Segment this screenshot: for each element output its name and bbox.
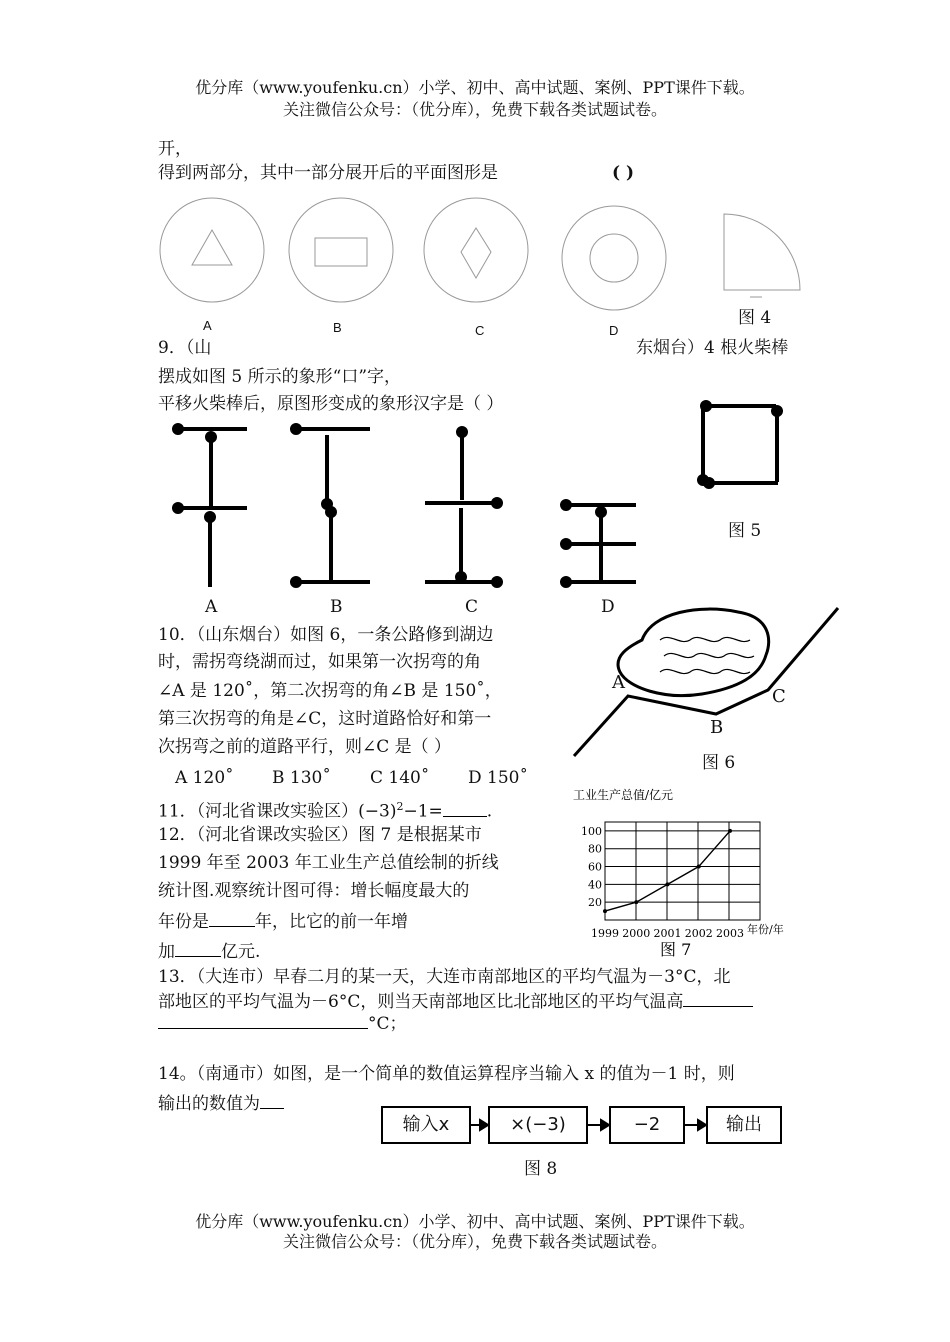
fig6-label-c: C: [772, 686, 786, 707]
q9-line-1-left: 9．（山: [158, 338, 212, 358]
q10-line-5: 次拐弯之前的道路平行，则∠C 是（ ）: [158, 737, 452, 757]
q8-line-2: 得到两部分，其中一部分展开后的平面图形是: [158, 163, 498, 183]
q12-line-3: 统计图.观察统计图可得：增长幅度最大的: [158, 881, 470, 901]
q8-option-a: A: [203, 318, 212, 333]
q12-line-1: 12．（河北省课改实验区）图 7 是根据某市: [158, 825, 482, 845]
q10-line-3: ∠A 是 120˚，第二次拐弯的角∠B 是 150˚，: [158, 681, 502, 701]
q13-line-1: 13．（大连市）早春二月的某一天，大连市南部地区的平均气温为－3°C，北: [158, 967, 731, 987]
chart-x-tick-label: 2003: [716, 927, 744, 940]
chart-x-tick-label: 2000: [622, 927, 651, 940]
q12-line-5-b: 亿元.: [221, 942, 261, 962]
q10-option-d: D 150˚: [468, 768, 528, 788]
fig4-caption: 图 4: [738, 308, 772, 328]
q12-line-4-a: 年份是: [158, 912, 209, 932]
q9-line-2: 摆成如图 5 所示的象形“口”字，: [158, 367, 402, 387]
q9-option-a: A: [205, 597, 218, 617]
fig8-caption: 图 8: [524, 1159, 558, 1179]
q12-line-4-b: 年，比它的前一年增: [255, 912, 408, 932]
flow-output-box: 输出: [706, 1106, 782, 1144]
q8-option-d: D: [609, 323, 619, 338]
q14-line-1: 14。（南通市）如图，是一个简单的数值运算程序当输入 x 的值为－1 时，则: [158, 1064, 735, 1084]
q12-line-2: 1999 年至 2003 年工业生产总值绘制的折线: [158, 853, 499, 873]
chart-x-tick-label: 2001: [653, 927, 682, 940]
q9-line-3: 平移火柴棒后，原图形变成的象形汉字是（ ）: [158, 394, 504, 414]
q8-option-c: C: [475, 323, 485, 338]
header-line-1: 优分库（www.youfenku.cn）小学、初中、高中试题、案例、PPT课件下载。: [195, 78, 755, 97]
header-line-2: 关注微信公众号：（优分库），免费下载各类试题试卷。: [282, 100, 667, 119]
q10-option-b: B 130˚: [272, 768, 331, 788]
q10-option-a: A 120˚: [175, 768, 234, 788]
flow-subtract-box: −2: [609, 1106, 685, 1144]
fig7-caption: 图 7: [660, 940, 692, 959]
chart-title: 工业生产总值/亿元: [573, 788, 674, 802]
q9-option-b: B: [330, 597, 343, 617]
q10-option-c: C 140˚: [370, 768, 430, 788]
chart-y-tick-label: 100: [581, 824, 602, 838]
fig5-caption: 图 5: [728, 521, 762, 541]
q8-option-b: B: [333, 320, 342, 335]
q11-suffix: −1=: [403, 801, 443, 822]
q8-line-1: 开，: [158, 139, 192, 159]
chart-y-tick-label: 80: [588, 842, 602, 856]
q11-exponent: 2: [396, 800, 404, 813]
q11-end: .: [486, 801, 493, 822]
fig6-label-b: B: [710, 717, 724, 738]
q9-option-d: D: [601, 597, 615, 617]
footer-line-2: 关注微信公众号：（优分库），免费下载各类试题试卷。: [282, 1232, 667, 1251]
chart-y-tick-label: 60: [588, 860, 602, 874]
chart-x-axis-label: 年份/年: [747, 923, 784, 936]
chart-y-tick-label: 20: [588, 896, 602, 910]
q12-line-5-a: 加: [158, 942, 175, 962]
fig6-caption: 图 6: [702, 753, 736, 773]
flow-multiply-box: ×(−3): [488, 1106, 588, 1144]
fig6-label-a: A: [612, 672, 625, 693]
q10-line-1: 10．（山东烟台）如图 6，一条公路修到湖边: [158, 625, 494, 645]
q10-line-4: 第三次拐弯的角是∠C，这时道路恰好和第一: [158, 709, 492, 729]
q9-line-1-right: 东烟台）4 根火柴棒: [636, 338, 789, 358]
q9-option-c: C: [465, 597, 479, 617]
q13-line-3-end: °C；: [368, 1014, 407, 1034]
chart-x-tick-label: 2002: [684, 927, 713, 940]
q14-line-2: 输出的数值为: [158, 1094, 260, 1114]
q13-line-2: 部地区的平均气温为－6°C，则当天南部地区比北部地区的平均气温高: [158, 992, 684, 1012]
flow-input-box: 输入x: [381, 1106, 471, 1144]
q8-answer-paren: ( ): [612, 163, 635, 183]
footer-line-1: 优分库（www.youfenku.cn）小学、初中、高中试题、案例、PPT课件下载。: [195, 1212, 755, 1231]
chart-x-tick-label: 1999: [591, 927, 619, 940]
chart-y-tick-label: 40: [588, 878, 602, 892]
q11-prefix: 11．（河北省课改实验区）(−3): [158, 801, 397, 822]
q10-line-2: 时，需拐弯绕湖而过，如果第一次拐弯的角: [158, 652, 481, 672]
